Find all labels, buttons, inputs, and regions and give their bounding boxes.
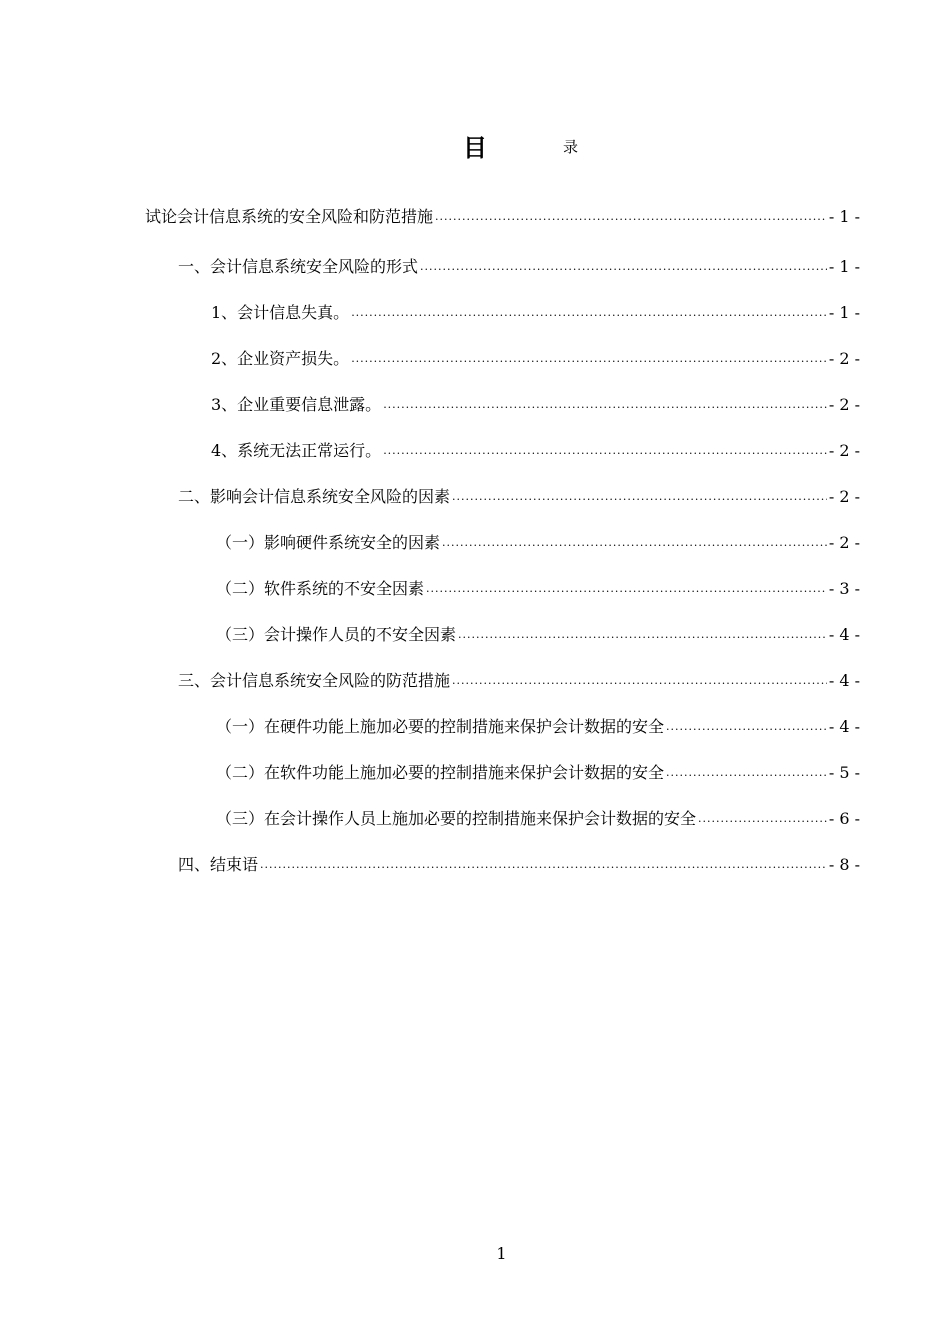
toc-leader-dots bbox=[666, 720, 827, 738]
toc-leader-dots bbox=[260, 858, 827, 876]
toc-entry-section-3-2[interactable] bbox=[216, 760, 860, 784]
toc-entry-section-3-1[interactable] bbox=[216, 714, 860, 738]
toc-entry-page: - 2 - bbox=[828, 395, 860, 414]
toc-leader-dots bbox=[383, 444, 827, 462]
toc-title-char-mu: 目 bbox=[463, 134, 487, 162]
toc-leader-dots bbox=[351, 352, 827, 370]
toc-entry-section-2-3[interactable] bbox=[216, 622, 860, 646]
toc-entry-section-1-2[interactable] bbox=[211, 346, 860, 370]
toc-entry-text: 三、会计信息系统安全风险的防范措施 bbox=[178, 671, 451, 690]
toc-entry-section-2-1[interactable] bbox=[216, 530, 860, 554]
toc-leader-dots bbox=[426, 582, 827, 600]
toc-entry-text: （二）软件系统的不安全因素 bbox=[216, 579, 425, 598]
toc-entry-section-3-3[interactable] bbox=[216, 806, 860, 830]
toc-entry-section-1-1[interactable] bbox=[211, 300, 860, 324]
toc-entry-section-2-2[interactable] bbox=[216, 576, 860, 600]
toc-leader-dots bbox=[698, 812, 827, 830]
toc-entry-page: - 4 - bbox=[828, 671, 860, 690]
toc-entry-text: （二）在软件功能上施加必要的控制措施来保护会计数据的安全 bbox=[216, 763, 665, 782]
toc-entry-section-1-3[interactable] bbox=[211, 392, 860, 416]
toc-entry-text: 一、会计信息系统安全风险的形式 bbox=[178, 257, 419, 276]
toc-entry-section-3[interactable] bbox=[178, 668, 860, 692]
toc-entry-text: 1、会计信息失真。 bbox=[211, 303, 350, 322]
toc-leader-dots bbox=[458, 628, 827, 646]
toc-entry-text: （一）影响硬件系统安全的因素 bbox=[216, 533, 441, 552]
toc-entry-text: 试论会计信息系统的安全风险和防范措施 bbox=[145, 207, 434, 226]
toc-entry-page: - 1 - bbox=[828, 257, 860, 276]
toc-entry-section-2[interactable] bbox=[178, 484, 860, 508]
toc-entry-text: （三）在会计操作人员上施加必要的控制措施来保护会计数据的安全 bbox=[216, 809, 697, 828]
toc-entry-page: - 6 - bbox=[828, 809, 860, 828]
toc-entry-page: - 2 - bbox=[828, 349, 860, 368]
toc-leader-dots bbox=[420, 260, 827, 278]
toc-leader-dots bbox=[435, 210, 827, 228]
toc-entry-text: 四、结束语 bbox=[178, 855, 259, 874]
toc-entry-main-title[interactable] bbox=[145, 204, 860, 228]
toc-leader-dots bbox=[383, 398, 827, 416]
toc-leader-dots bbox=[351, 306, 827, 324]
toc-entry-section-1-4[interactable] bbox=[211, 438, 860, 462]
toc-entry-section-4[interactable] bbox=[178, 852, 860, 876]
toc-entry-text: （三）会计操作人员的不安全因素 bbox=[216, 625, 457, 644]
toc-entry-page: - 1 - bbox=[828, 303, 860, 322]
toc-leader-dots bbox=[452, 674, 827, 692]
toc-entry-text: 2、企业资产损失。 bbox=[211, 349, 350, 368]
toc-title bbox=[0, 128, 950, 168]
toc-entry-page: - 4 - bbox=[828, 625, 860, 644]
toc-entry-text: 3、企业重要信息泄露。 bbox=[211, 395, 382, 414]
toc-entry-text: 二、影响会计信息系统安全风险的因素 bbox=[178, 487, 451, 506]
toc-leader-dots bbox=[666, 766, 827, 784]
toc-entry-text: 4、系统无法正常运行。 bbox=[211, 441, 382, 460]
toc-leader-dots bbox=[442, 536, 827, 554]
footer-page-number: 1 bbox=[496, 1244, 507, 1263]
toc-entry-page: - 1 - bbox=[828, 207, 860, 226]
toc-entry-page: - 2 - bbox=[828, 533, 860, 552]
toc-entry-text: （一）在硬件功能上施加必要的控制措施来保护会计数据的安全 bbox=[216, 717, 665, 736]
toc-leader-dots bbox=[452, 490, 827, 508]
toc-entry-page: - 2 - bbox=[828, 441, 860, 460]
toc-entry-page: - 2 - bbox=[828, 487, 860, 506]
toc-entry-page: - 3 - bbox=[828, 579, 860, 598]
toc-title-char-lu: 录 bbox=[563, 138, 579, 156]
toc-entry-page: - 5 - bbox=[828, 763, 860, 782]
toc-entry-page: - 4 - bbox=[828, 717, 860, 736]
toc-entry-page: - 8 - bbox=[828, 855, 860, 874]
toc-entry-section-1[interactable] bbox=[178, 254, 860, 278]
